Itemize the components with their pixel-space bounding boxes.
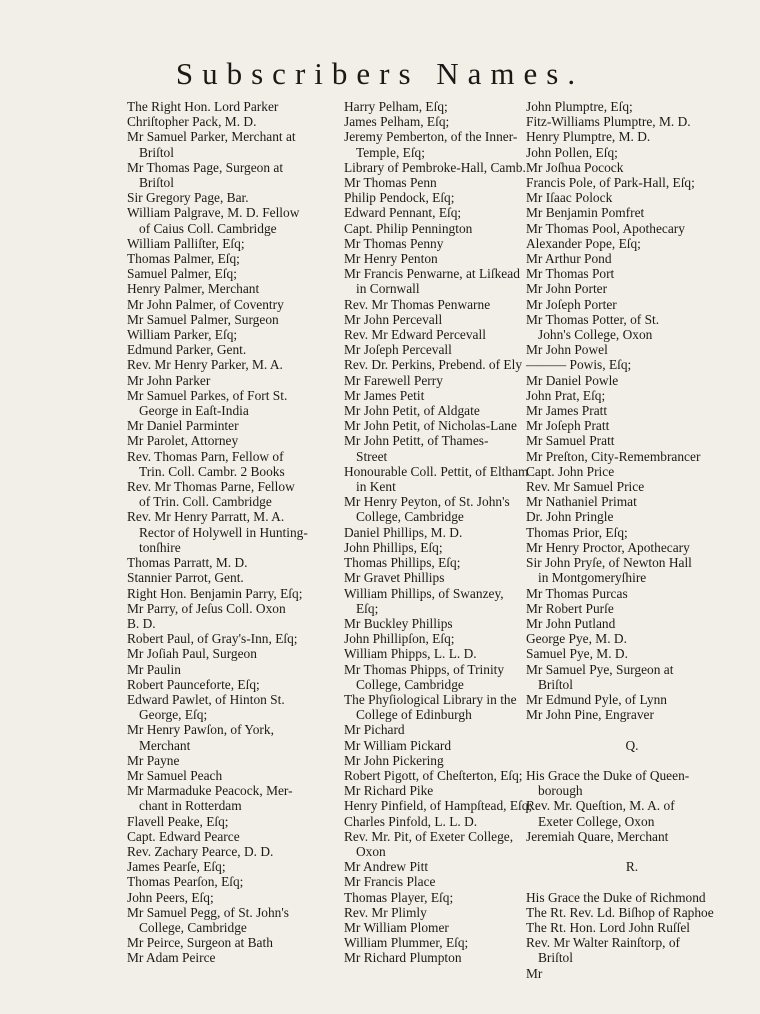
subscriber-entry: B. D.: [127, 615, 156, 631]
subscriber-entry: Mr Nathaniel Primat: [526, 494, 637, 510]
subscriber-entry-continuation: College of Edinburgh: [356, 707, 472, 723]
subscriber-entry-continuation: Temple, Eſq;: [356, 144, 425, 160]
subscriber-entry: Mr Arthur Pond: [526, 251, 612, 267]
subscriber-entry: Mr: [526, 965, 543, 981]
subscriber-entry-continuation: in Montgomeryſhire: [538, 570, 647, 586]
subscriber-entry: Right Hon. Benjamin Parry, Eſq;: [127, 585, 303, 601]
subscriber-entry: Stannier Parrot, Gent.: [127, 570, 244, 586]
subscriber-entry: Rev. Zachary Pearce, D. D.: [127, 843, 274, 859]
subscriber-column-3: [526, 99, 738, 981]
subscriber-entry: Jeremiah Quare, Merchant: [526, 828, 669, 844]
subscriber-entry: Mr Joſiah Paul, Surgeon: [127, 646, 257, 662]
subscriber-entry: Mr Richard Pike: [344, 783, 434, 799]
subscriber-entry: Mr Thomas Page, Surgeon at: [127, 159, 284, 175]
subscriber-entry: Mr John Parker: [127, 372, 211, 388]
subscriber-entry: Honourable Coll. Pettit, of Eltham: [344, 463, 529, 479]
section-letter: Q.: [625, 737, 639, 753]
subscriber-entry: Mr Joſeph Pratt: [526, 418, 610, 434]
subscriber-entry-continuation: Merchant: [139, 737, 191, 753]
subscriber-entry-continuation: Briſtol: [538, 676, 573, 692]
subscriber-entry-continuation: tonſhire: [139, 539, 181, 555]
subscriber-entry: Mr Pichard: [344, 722, 405, 738]
subscriber-entry: Mr Samuel Pratt: [526, 433, 615, 449]
subscriber-entry-continuation: Exeter College, Oxon: [538, 813, 655, 829]
subscriber-entry-continuation: in Cornwall: [356, 281, 420, 297]
subscriber-column-1: [127, 99, 335, 966]
subscriber-entry: The Right Hon. Lord Parker: [127, 99, 279, 114]
subscriber-entry: Mr Paulin: [127, 661, 181, 677]
subscriber-entry-continuation: Briſtol: [139, 144, 174, 160]
spacer: [526, 722, 738, 737]
subscriber-column-2: [344, 99, 533, 966]
subscriber-entry: Mr Francis Penwarne, at Liſkead: [344, 266, 520, 282]
subscriber-entry: Mr James Petit: [344, 387, 425, 403]
spacer: [526, 874, 738, 889]
subscriber-entry: Mr John Petit, of Nicholas-Lane: [344, 418, 517, 434]
subscriber-entry: Henry Pinfield, of Hampſtead, Eſq;: [344, 798, 533, 814]
subscriber-entry: Mr Samuel Pye, Surgeon at: [526, 661, 674, 677]
subscriber-entry: Mr Iſaac Polock: [526, 190, 613, 206]
subscriber-entry: His Grace the Duke of Richmond: [526, 889, 706, 905]
subscriber-entry: ——— Powis, Eſq;: [526, 357, 632, 373]
subscriber-entry: James Pearſe, Eſq;: [127, 859, 226, 875]
subscriber-entry: Mr Robert Purſe: [526, 600, 614, 616]
subscriber-entry: Mr Samuel Peach: [127, 767, 223, 783]
subscriber-entry: Rev. Mr. Queſtion, M. A. of: [526, 798, 675, 814]
subscriber-entry: Mr Farewell Perry: [344, 372, 443, 388]
subscriber-entry: Mr Thomas Port: [526, 266, 615, 282]
subscriber-entry: George Pye, M. D.: [526, 631, 627, 647]
subscriber-entry: Fitz-Williams Plumptre, M. D.: [526, 114, 691, 130]
subscriber-entry: Mr John Palmer, of Coventry: [127, 296, 284, 312]
subscriber-entry: Rev. Mr Samuel Price: [526, 479, 645, 495]
subscriber-entry: Mr Benjamin Pomfret: [526, 205, 645, 221]
subscriber-entry: Capt. John Price: [526, 463, 615, 479]
subscriber-entry-continuation: Trin. Coll. Cambr. 2 Books: [139, 463, 285, 479]
subscriber-entry: Thomas Player, Eſq;: [344, 889, 454, 905]
subscriber-entry: William Plummer, Eſq;: [344, 935, 469, 951]
subscriber-entry-continuation: Briſtol: [139, 175, 174, 191]
subscriber-entry: Harry Pelham, Eſq;: [344, 99, 448, 114]
subscriber-entry: Mr Samuel Palmer, Surgeon: [127, 311, 279, 327]
subscriber-entry: Mr Samuel Pegg, of St. John's: [127, 904, 289, 920]
subscriber-entry: James Pelham, Eſq;: [344, 114, 450, 130]
subscriber-entry: Mr William Pickard: [344, 737, 452, 753]
subscriber-entry: Sir John Pryſe, of Newton Hall: [526, 555, 692, 571]
subscriber-entry-continuation: Rector of Holywell in Hunting-: [139, 524, 308, 540]
subscriber-entry: Francis Pole, of Park-Hall, Eſq;: [526, 175, 695, 191]
subscriber-entry: John Pollen, Eſq;: [526, 144, 618, 160]
subscriber-entry: Mr John Pine, Engraver: [526, 707, 654, 723]
subscriber-entry: Edmund Parker, Gent.: [127, 342, 247, 358]
subscriber-entry: Rev. Mr. Pit, of Exeter College,: [344, 828, 514, 844]
subscriber-entry: John Prat, Eſq;: [526, 387, 606, 403]
subscriber-entry: Mr William Plomer: [344, 919, 449, 935]
subscriber-entry: Rev. Mr Henry Parker, M. A.: [127, 357, 283, 373]
subscriber-entry-continuation: Briſtol: [538, 950, 573, 966]
subscriber-entry-continuation: John's College, Oxon: [538, 327, 653, 343]
subscriber-entry: Mr John Petitt, of Thames-: [344, 433, 489, 449]
subscriber-entry: Charles Pinfold, L. L. D.: [344, 813, 478, 829]
subscriber-entry: Henry Palmer, Merchant: [127, 281, 260, 297]
subscriber-entry: Mr Marmaduke Peacock, Mer-: [127, 783, 293, 799]
subscriber-entry: Sir Gregory Page, Bar.: [127, 190, 249, 206]
subscriber-entry: Mr Andrew Pitt: [344, 859, 429, 875]
subscriber-entry: Mr John Putland: [526, 615, 616, 631]
subscriber-entry: John Phillips, Eſq;: [344, 539, 443, 555]
subscriber-entry: William Phillips, of Swanzey,: [344, 585, 504, 601]
subscriber-entry: Rev. Mr Edward Percevall: [344, 327, 486, 343]
subscriber-entry: Mr Thomas Purcas: [526, 585, 628, 601]
subscriber-entry: Mr Samuel Parkes, of Fort St.: [127, 387, 288, 403]
subscriber-entry: Thomas Palmer, Eſq;: [127, 251, 240, 267]
subscriber-entry: Library of Pembroke-Hall, Camb.: [344, 159, 526, 175]
subscriber-entry: Thomas Pearſon, Eſq;: [127, 874, 244, 890]
subscriber-entry: Thomas Phillips, Eſq;: [344, 555, 461, 571]
subscriber-entry: Mr Preſton, City-Remembrancer: [526, 448, 701, 464]
subscriber-entry: Samuel Palmer, Eſq;: [127, 266, 237, 282]
subscriber-entry: The Phyſiological Library in the: [344, 691, 517, 707]
spacer: [526, 753, 738, 768]
subscriber-entry: Daniel Phillips, M. D.: [344, 524, 463, 540]
subscriber-entry-continuation: of Caius Coll. Cambridge: [139, 220, 277, 236]
subscriber-entry: Mr Thomas Penny: [344, 235, 444, 251]
subscriber-entry: Rev. Mr Plimly: [344, 904, 427, 920]
subscriber-entry: Mr Gravet Phillips: [344, 570, 445, 586]
section-letter: R.: [625, 859, 639, 875]
subscriber-entry: Mr John Pickering: [344, 752, 444, 768]
subscriber-entry: Mr John Powel: [526, 342, 608, 358]
subscriber-entry: Mr Henry Penton: [344, 251, 438, 267]
subscriber-entry: Dr. John Pringle: [526, 509, 614, 525]
subscriber-entry: Mr Thomas Pool, Apothecary: [526, 220, 685, 236]
spacer: [526, 844, 738, 859]
subscriber-entry-continuation: Street: [356, 448, 388, 464]
subscriber-entry: The Rt. Rev. Ld. Biſhop of Raphoe: [526, 904, 714, 920]
subscriber-entry: Capt. Edward Pearce: [127, 828, 240, 844]
subscriber-entry: Mr Joſeph Percevall: [344, 342, 452, 358]
page-title: Subscribers Names.: [175, 56, 585, 91]
subscriber-entry-continuation: borough: [538, 783, 583, 799]
subscriber-entry-continuation: College, Cambridge: [356, 509, 464, 525]
subscriber-entry: Mr Buckley Phillips: [344, 615, 453, 631]
subscriber-entry: Rev. Thomas Parn, Fellow of: [127, 448, 284, 464]
subscriber-entry: Mr Adam Peirce: [127, 950, 216, 966]
subscriber-entry: William Phipps, L. L. D.: [344, 646, 477, 662]
subscriber-entry: Mr Edmund Pyle, of Lynn: [526, 691, 667, 707]
subscriber-entry: Mr Henry Pawſon, of York,: [127, 722, 274, 738]
subscriber-entry: William Palgrave, M. D. Fellow: [127, 205, 300, 221]
subscriber-entry: Robert Paunceforte, Eſq;: [127, 676, 260, 692]
subscriber-entry-continuation: Eſq;: [356, 600, 379, 616]
subscriber-entry-continuation: in Kent: [356, 479, 396, 495]
subscriber-entry: Rev. Mr Thomas Parne, Fellow: [127, 479, 295, 495]
subscriber-entry: Capt. Philip Pennington: [344, 220, 473, 236]
subscriber-entry-continuation: College, Cambridge: [139, 919, 247, 935]
subscriber-entry-continuation: College, Cambridge: [356, 676, 464, 692]
subscriber-entry: Mr John Porter: [526, 281, 608, 297]
subscriber-entry: Mr Henry Peyton, of St. John's: [344, 494, 510, 510]
subscriber-entry: William Palliſter, Eſq;: [127, 235, 245, 251]
subscriber-entry: Mr Thomas Potter, of St.: [526, 311, 660, 327]
subscriber-entry: Mr Daniel Powle: [526, 372, 619, 388]
subscriber-entry: Rev. Mr Henry Parratt, M. A.: [127, 509, 285, 525]
subscriber-entry: His Grace the Duke of Queen-: [526, 767, 690, 783]
subscriber-entry: Mr Parry, of Jeſus Coll. Oxon: [127, 600, 286, 616]
subscriber-entry: Samuel Pye, M. D.: [526, 646, 628, 662]
subscriber-entry: Henry Plumptre, M. D.: [526, 129, 651, 145]
subscriber-entry: Mr Joſeph Porter: [526, 296, 617, 312]
subscriber-entry: Mr Samuel Parker, Merchant at: [127, 129, 296, 145]
subscriber-entry-continuation: George in Eaſt-India: [139, 403, 249, 419]
subscriber-entry: Mr Joſhua Pocock: [526, 159, 624, 175]
subscriber-entry: Rev. Mr Walter Rainſtorp, of: [526, 935, 680, 951]
subscriber-entry: Flavell Peake, Eſq;: [127, 813, 229, 829]
subscriber-entry: Mr James Pratt: [526, 403, 608, 419]
subscriber-entry: Jeremy Pemberton, of the Inner-: [344, 129, 518, 145]
subscriber-entry: Mr John Petit, of Aldgate: [344, 403, 480, 419]
subscriber-entry: Mr Payne: [127, 752, 180, 768]
subscriber-entry: Edward Pennant, Eſq;: [344, 205, 462, 221]
subscriber-entry: Edward Pawlet, of Hinton St.: [127, 691, 285, 707]
subscriber-entry: Rev. Mr Thomas Penwarne: [344, 296, 491, 312]
subscriber-entry-continuation: George, Eſq;: [139, 707, 208, 723]
subscriber-entry: Robert Pigott, of Cheſterton, Eſq;: [344, 767, 523, 783]
subscriber-entry: John Plumptre, Eſq;: [526, 99, 633, 114]
subscriber-entry: Robert Paul, of Gray's-Inn, Eſq;: [127, 631, 298, 647]
subscriber-entry: Mr Thomas Penn: [344, 175, 437, 191]
subscriber-entry: Rev. Dr. Perkins, Prebend. of Ely: [344, 357, 523, 373]
subscriber-entry: William Parker, Eſq;: [127, 327, 238, 343]
subscriber-entry: Mr Peirce, Surgeon at Bath: [127, 935, 273, 951]
subscriber-entry-continuation: chant in Rotterdam: [139, 798, 242, 814]
subscriber-entry: Mr Parolet, Attorney: [127, 433, 239, 449]
subscriber-entry: Mr Henry Proctor, Apothecary: [526, 539, 690, 555]
subscriber-entry: Mr Thomas Phipps, of Trinity: [344, 661, 505, 677]
subscriber-entry: Mr Daniel Parminter: [127, 418, 239, 434]
subscriber-entry-continuation: of Trin. Coll. Cambridge: [139, 494, 272, 510]
subscriber-entry: Mr Francis Place: [344, 874, 436, 890]
subscriber-entry: John Phillipſon, Eſq;: [344, 631, 455, 647]
subscriber-entry: Mr Richard Plumpton: [344, 950, 462, 966]
subscriber-entry: Thomas Parratt, M. D.: [127, 555, 248, 571]
subscriber-entry: Philip Pendock, Eſq;: [344, 190, 455, 206]
subscriber-entry-continuation: Oxon: [356, 843, 386, 859]
subscriber-entry: Mr John Percevall: [344, 311, 443, 327]
subscriber-entry: Alexander Pope, Eſq;: [526, 235, 641, 251]
subscriber-entry: The Rt. Hon. Lord John Ruſſel: [526, 919, 691, 935]
subscriber-entry: John Peers, Eſq;: [127, 889, 214, 905]
subscriber-entry: Thomas Prior, Eſq;: [526, 524, 628, 540]
subscriber-entry: Chriſtopher Pack, M. D.: [127, 114, 257, 130]
